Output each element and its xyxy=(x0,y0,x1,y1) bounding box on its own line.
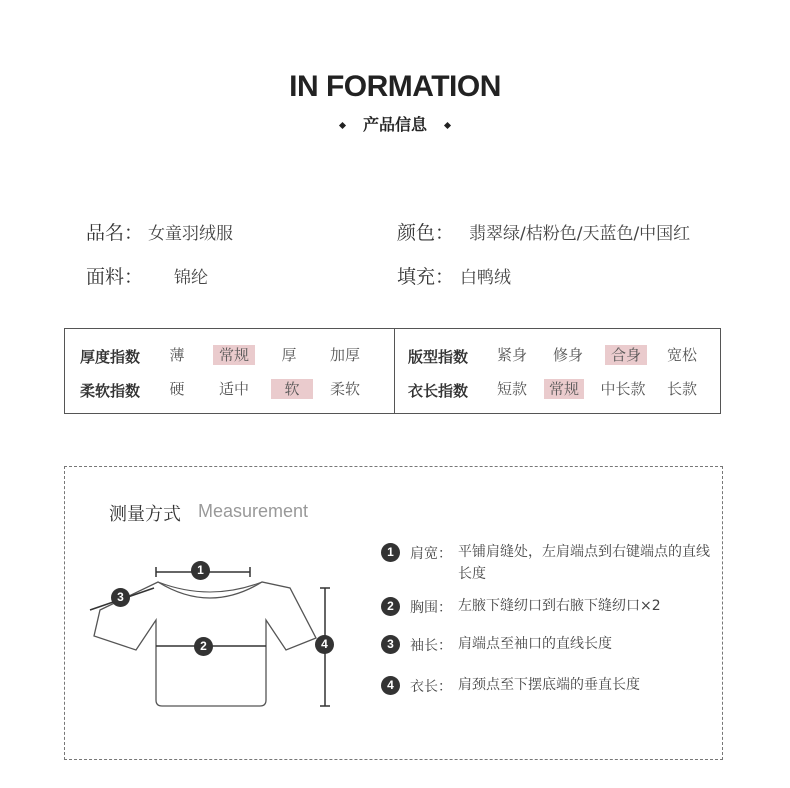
length-option-1: 短款 xyxy=(496,380,527,398)
fill-label: 填充： xyxy=(397,266,455,288)
subtitle-text: 产品信息 xyxy=(362,115,427,134)
step-2-icon: 2 xyxy=(381,597,400,616)
marker-2-icon: 2 xyxy=(194,637,213,656)
step-4-icon: 4 xyxy=(381,676,400,695)
step-4-label: 衣长： xyxy=(410,679,452,695)
marker-4-icon: 4 xyxy=(315,635,334,654)
fit-option-1: 紧身 xyxy=(496,346,527,364)
fit-option-4: 宽松 xyxy=(666,346,697,364)
step-4-text: 肩颈点至下摆底端的垂直长度 xyxy=(458,677,640,693)
garment-diagram xyxy=(80,550,340,720)
length-option-2: 常规 xyxy=(544,379,584,399)
softness-option-3: 软 xyxy=(271,379,313,399)
softness-option-1: 硬 xyxy=(169,380,185,398)
color-value: 翡翠绿/桔粉色/天蓝色/中国红 xyxy=(469,224,691,244)
softness-label: 柔软指数 xyxy=(80,382,141,400)
length-option-4: 长款 xyxy=(666,380,697,398)
table-divider xyxy=(394,329,395,413)
fit-option-3: 合身 xyxy=(605,345,647,365)
length-label: 衣长指数 xyxy=(408,382,469,400)
fabric-value: 锦纶 xyxy=(174,268,208,288)
step-3-icon: 3 xyxy=(381,635,400,654)
name-label: 品名： xyxy=(86,222,144,244)
softness-option-2: 适中 xyxy=(218,380,249,398)
page-title: IN FORMATION xyxy=(289,70,501,103)
measurement-subtitle: Measurement xyxy=(198,501,309,521)
step-3-text: 肩端点至袖口的直线长度 xyxy=(458,636,612,652)
thickness-option-2: 常规 xyxy=(213,345,255,365)
softness-option-4: 柔软 xyxy=(329,380,360,398)
measurement-title: 测量方式 xyxy=(109,504,181,525)
fabric-label: 面料： xyxy=(86,266,144,288)
fit-label: 版型指数 xyxy=(408,348,469,366)
thickness-option-3: 厚 xyxy=(281,346,297,364)
color-label: 颜色： xyxy=(397,222,455,244)
fill-value: 白鸭绒 xyxy=(460,268,511,288)
index-table xyxy=(64,328,721,414)
length-option-3: 中长款 xyxy=(600,380,646,398)
fit-option-2: 修身 xyxy=(552,346,583,364)
name-value: 女童羽绒服 xyxy=(148,224,233,244)
thickness-option-1: 薄 xyxy=(169,346,185,364)
step-1-label: 肩宽： xyxy=(410,546,452,562)
step-2-text: 左腋下缝纫口到右腋下缝纫口×2 xyxy=(458,598,661,614)
diamond-icon-right xyxy=(444,122,451,129)
marker-3-icon: 3 xyxy=(111,588,130,607)
thickness-label: 厚度指数 xyxy=(80,348,141,366)
step-1-icon: 1 xyxy=(381,543,400,562)
step-1-text: 平铺肩缝处，左肩端点到右键端点的直线长度 xyxy=(458,544,710,582)
marker-1-icon: 1 xyxy=(191,561,210,580)
thickness-option-4: 加厚 xyxy=(329,346,360,364)
step-2-label: 胸围： xyxy=(410,600,452,616)
step-3-label: 袖长： xyxy=(410,638,452,654)
page-subtitle xyxy=(0,112,790,135)
diamond-icon-left xyxy=(339,122,346,129)
